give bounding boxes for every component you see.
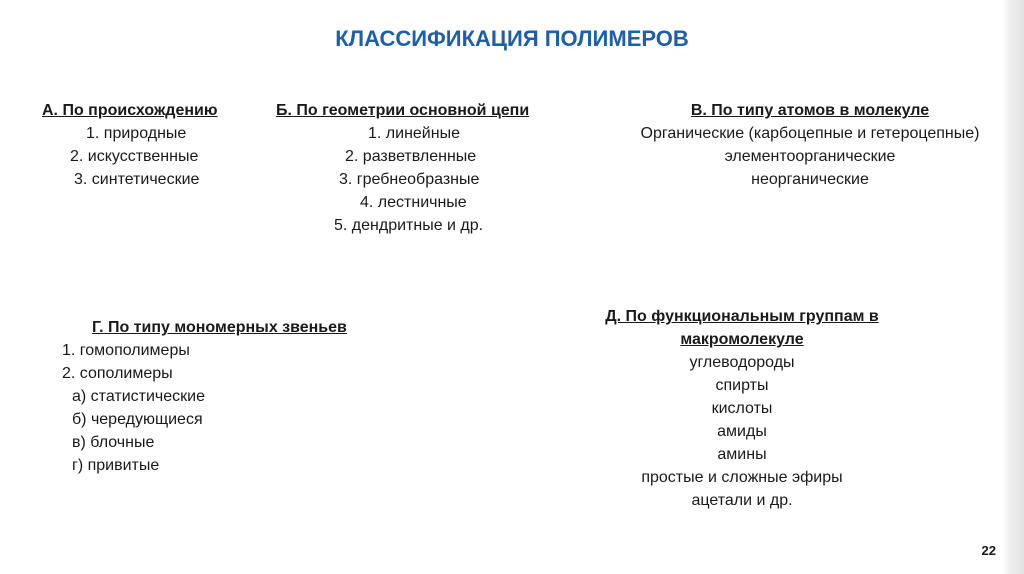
section-monomer-units-heading: Г. По типу мономерных звеньев xyxy=(92,319,347,336)
list-item: 2. сополимеры xyxy=(62,365,173,382)
section-origin xyxy=(42,99,218,191)
list-item: кислоты xyxy=(711,400,773,417)
slide-title: КЛАССИФИКАЦИЯ ПОЛИМЕРОВ xyxy=(335,26,689,51)
list-item: 3. синтетические xyxy=(74,171,200,188)
section-chain-geometry xyxy=(276,99,529,237)
list-item: амины xyxy=(717,446,767,463)
section-monomer-units xyxy=(62,316,347,477)
section-functional-groups-heading: Д. По функциональным группам в xyxy=(605,308,879,325)
list-item: ацетали и др. xyxy=(691,492,793,509)
list-item: 1. линейные xyxy=(368,125,460,142)
list-item: неорганические xyxy=(751,171,869,188)
list-item: в) блочные xyxy=(72,434,155,451)
section-atom-type-heading: В. По типу атомов в молекуле xyxy=(690,102,930,119)
page-number: 22 xyxy=(981,543,996,558)
list-item: спирты xyxy=(715,377,769,394)
list-item: 1. природные xyxy=(86,125,187,142)
section-functional-groups xyxy=(572,305,912,512)
list-item: г) привитые xyxy=(72,457,160,474)
section-origin-heading: А. По происхождению xyxy=(42,102,218,119)
list-item: 2. искусственные xyxy=(70,148,199,165)
list-item: Органические (карбоцепные и гетероцепные) xyxy=(640,125,980,142)
slide-edge-shadow xyxy=(1002,0,1024,574)
list-item: амиды xyxy=(717,423,767,440)
list-item: простые и сложные эфиры xyxy=(641,469,843,486)
list-item: 1. гомополимеры xyxy=(62,342,190,359)
section-atom-type xyxy=(598,99,1022,191)
section-chain-geometry-heading: Б. По геометрии основной цепи xyxy=(276,102,530,119)
list-item: 3. гребнеобразные xyxy=(339,171,480,188)
list-item: элементоорганические xyxy=(724,148,896,165)
section-functional-groups-heading-cont: макромолекуле xyxy=(680,331,804,348)
list-item: углеводороды xyxy=(689,354,795,371)
list-item: 5. дендритные и др. xyxy=(334,217,484,234)
list-item: 4. лестничные xyxy=(360,194,467,211)
list-item: а) статистические xyxy=(72,388,205,405)
list-item: 2. разветвленные xyxy=(345,148,477,165)
list-item: б) чередующиеся xyxy=(72,411,203,428)
